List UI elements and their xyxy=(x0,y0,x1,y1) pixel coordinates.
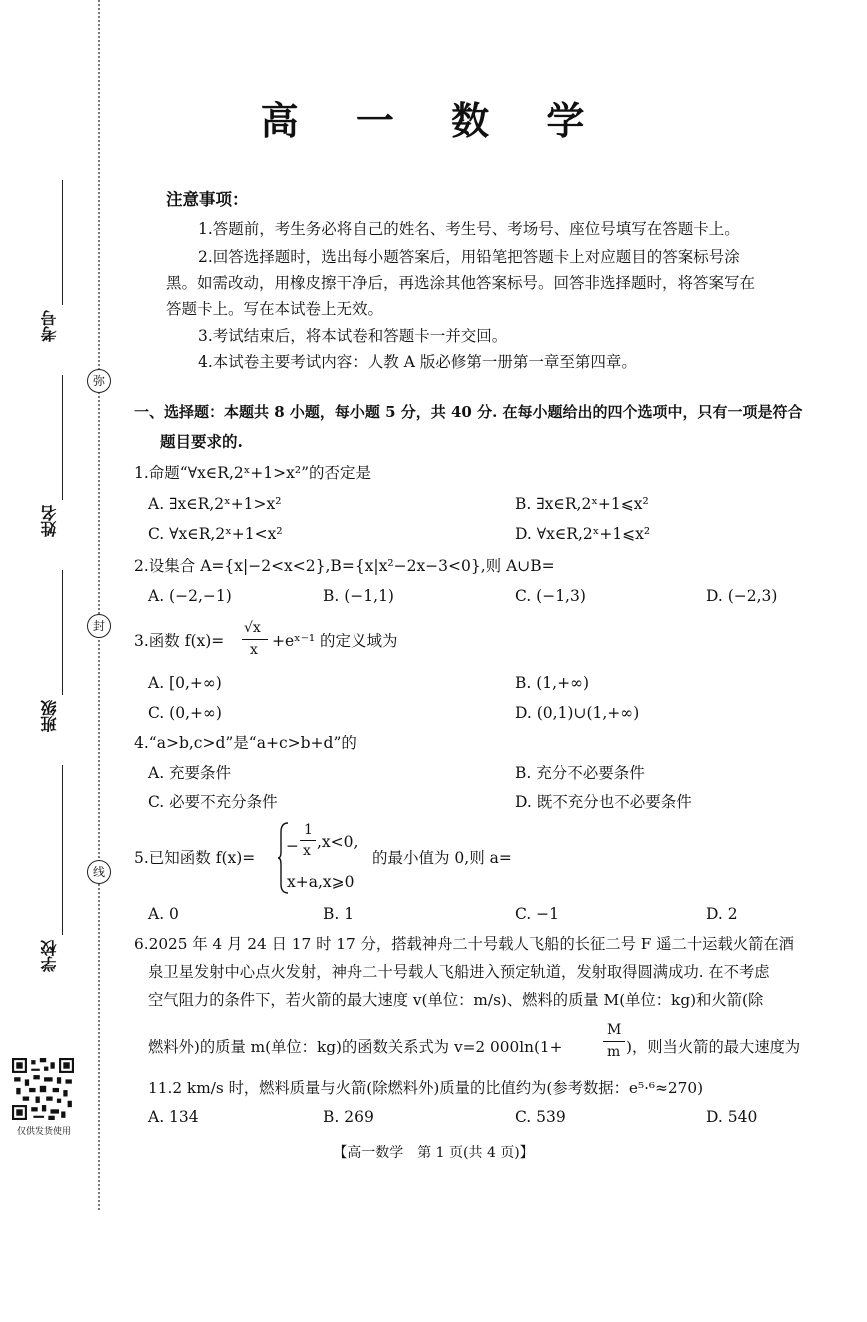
q6-frac-bar xyxy=(603,1041,625,1042)
q3-frac-num: √x xyxy=(244,620,261,636)
seal-xian: 线 xyxy=(87,860,111,884)
q5-stem-post: 的最小值为 0,则 a= xyxy=(372,849,512,867)
q5-stem-pre: 5.已知函数 f(x)= xyxy=(134,849,256,867)
q4-stem: 4.“a>b,c>d”是“a+c>b+d”的 xyxy=(134,734,357,752)
seal-feng: 封 xyxy=(87,614,111,638)
q3-stem-post: +eˣ⁻¹ 的定义域为 xyxy=(272,632,398,650)
q5-option-c: C. −1 xyxy=(515,905,560,923)
q2-option-d: D. (−2,3) xyxy=(706,587,778,605)
q1-option-c: C. ∀x∈R,2ˣ+1<x² xyxy=(148,525,283,543)
notice-line: 3.考试结束后，将本试卷和答题卡一并交回。 xyxy=(198,327,508,345)
q3-option-c: C. (0,+∞) xyxy=(148,704,222,722)
q2-option-c: C. (−1,3) xyxy=(515,587,586,605)
field-class-line xyxy=(62,570,63,695)
section-heading-cont: 题目要求的. xyxy=(160,432,243,451)
field-school-label: 学校 xyxy=(40,940,59,972)
q3-option-b: B. (1,+∞) xyxy=(515,674,590,692)
q4-option-a: A. 充要条件 xyxy=(148,764,232,782)
q3-frac-den: x xyxy=(250,642,258,658)
q6-line: 泉卫星发射中心点火发射，神舟二十号载人飞船进入预定轨道，发射取得圆满成功. 在不考虑 xyxy=(148,963,770,981)
q6-option-d: D. 540 xyxy=(706,1108,758,1126)
q6-option-c: C. 539 xyxy=(515,1108,566,1126)
q4-option-b: B. 充分不必要条件 xyxy=(515,764,645,782)
field-name-line xyxy=(62,375,63,500)
q6-frac-num: M xyxy=(607,1022,622,1038)
q3-frac-bar xyxy=(242,639,268,640)
notice-line: 答题卡上。写在本试卷上无效。 xyxy=(166,300,384,318)
field-school-line xyxy=(62,765,63,935)
q3-option-d: D. (0,1)∪(1,+∞) xyxy=(515,704,640,722)
section-heading: 一、选择题：本题共 8 小题，每小题 5 分，共 40 分. 在每小题给出的四个选项中，只有一项是符合 xyxy=(134,403,803,421)
q4-option-d: D. 既不充分也不必要条件 xyxy=(515,793,692,811)
q5-minus: − xyxy=(286,837,299,855)
q5-case1-num: 1 xyxy=(304,822,313,838)
q2-option-a: A. (−2,−1) xyxy=(148,587,232,605)
q1-option-a: A. ∃x∈R,2ˣ+1>x² xyxy=(148,495,282,513)
q6-line: 6.2025 年 4 月 24 日 17 时 17 分，搭载神舟二十号载人飞船的长征二号 F 遥二十运载火箭在酒 xyxy=(134,935,794,953)
q6-line: 11.2 km/s 时，燃料质量与火箭(除燃料外)质量的比值约为(参考数据：e⁵·⁶≈270) xyxy=(148,1079,704,1097)
q5-case1-cond: ,x<0, xyxy=(317,833,359,851)
field-name-label: 姓名 xyxy=(40,505,59,537)
notice-heading: 注意事项： xyxy=(166,190,249,209)
field-exam-number-label: 考号 xyxy=(40,310,59,342)
q2-option-b: B. (−1,1) xyxy=(323,587,394,605)
q5-option-d: D. 2 xyxy=(706,905,738,923)
q6-option-b: B. 269 xyxy=(323,1108,374,1126)
q6-line: 空气阻力的条件下，若火箭的最大速度 v(单位：m/s)、燃料的质量 M(单位：kg)和火箭(除 xyxy=(148,991,764,1009)
q6-line4-post: )，则当火箭的最大速度为 xyxy=(626,1038,801,1056)
q1-stem: 1.命题“∀x∈R,2ˣ+1>x²”的否定是 xyxy=(134,464,372,482)
q6-line4-pre: 燃料外)的质量 m(单位：kg)的函数关系式为 v=2 000ln(1+ xyxy=(148,1038,563,1056)
q1-option-b: B. ∃x∈R,2ˣ+1⩽x² xyxy=(515,495,649,513)
q2-stem: 2.设集合 A={x|−2<x<2},B={x|x²−2x−3<0},则 A∪B= xyxy=(134,557,555,575)
notice-line: 4.本试卷主要考试内容：人教 A 版必修第一册第一章至第四章。 xyxy=(198,353,637,371)
q5-case1-bar xyxy=(300,840,316,841)
q5-option-b: B. 1 xyxy=(323,905,355,923)
seal-mi: 弥 xyxy=(87,369,111,393)
qr-caption: 仅供发货使用 xyxy=(16,1127,71,1137)
q1-option-d: D. ∀x∈R,2ˣ+1⩽x² xyxy=(515,525,651,543)
q6-frac-den: m xyxy=(607,1044,621,1060)
q3-option-a: A. [0,+∞) xyxy=(148,674,222,692)
q5-case1-den: x xyxy=(303,843,311,859)
q5-option-a: A. 0 xyxy=(148,905,179,923)
notice-line: 1.答题前，考生务必将自己的姓名、考生号、考场号、座位号填写在答题卡上。 xyxy=(198,220,740,238)
notice-line: 2.回答选择题时，选出每小题答案后，用铅笔把答题卡上对应题目的答案标号涂 xyxy=(198,248,740,266)
page-footer: 【高一数学 第 1 页(共 4 页)】 xyxy=(333,1145,534,1161)
page-title: 高 一 数 学 xyxy=(260,99,607,143)
qr-code-icon xyxy=(12,1058,74,1120)
q4-option-c: C. 必要不充分条件 xyxy=(148,793,278,811)
notice-line: 黑。如需改动，用橡皮擦干净后，再选涂其他答案标号。回答非选择题时，将答案写在 xyxy=(166,274,756,292)
field-exam-number-line xyxy=(62,180,63,305)
field-class-label: 班级 xyxy=(40,700,59,732)
q6-option-a: A. 134 xyxy=(148,1108,199,1126)
binding-dotted-line xyxy=(98,0,100,1210)
q3-stem-pre: 3.函数 f(x)= xyxy=(134,632,225,650)
q5-case2: x+a,x⩾0 xyxy=(287,873,355,891)
